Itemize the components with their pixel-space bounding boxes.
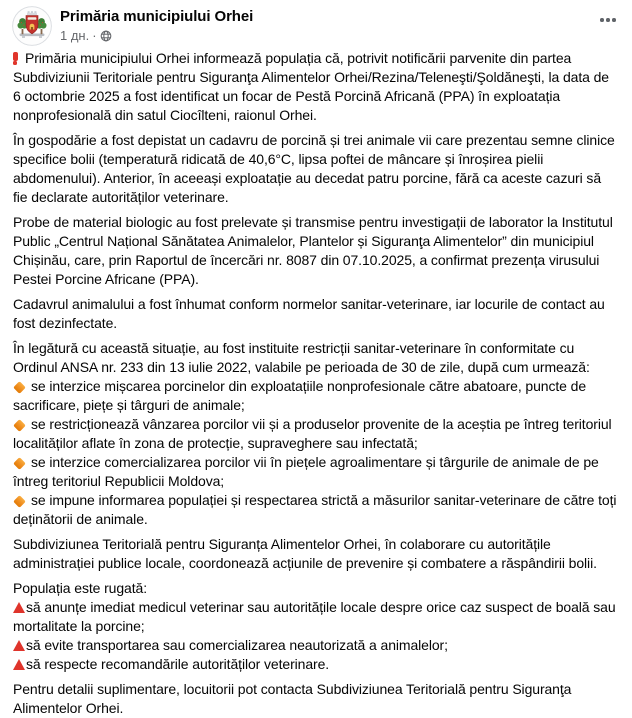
ellipsis-dot — [606, 18, 610, 22]
timestamp-link[interactable]: 1 дн. — [60, 28, 90, 43]
request-item — [13, 636, 619, 655]
ellipsis-dot — [600, 18, 604, 22]
more-options-button[interactable] — [594, 6, 622, 30]
post-meta — [60, 28, 594, 44]
item-text: se restricționează vânzarea porcilor vii și a produselor provenite de la aceștia pe întreg teritoriul localităților aflate în zona de protecție, supraveghere sau infectată; — [13, 416, 612, 451]
red-triangle-icon — [13, 659, 25, 670]
red-triangle-icon — [13, 640, 25, 651]
ellipsis-dot — [612, 18, 616, 22]
restriction-item — [13, 453, 619, 491]
requests-intro: Populația este rugată: — [13, 580, 148, 596]
paragraph-text: Pentru detalii suplimentare, locuitorii pot contacta Subdiviziunea Teritorială pentru Siguranţa Alimentelor Orhei. — [13, 681, 572, 716]
paragraph-restrictions — [13, 339, 619, 529]
item-text: se impune informarea populației și respectarea strictă a măsurilor sanitar-veterinare de către toți deținătorii de animale. — [13, 492, 617, 527]
restriction-item — [13, 415, 619, 453]
paragraph-contact — [13, 680, 619, 718]
request-item — [13, 598, 619, 636]
paragraph-text: Probe de material biologic au fost prelevate și transmise pentru investigații de laborator la Institutul Public „Centrul Național Sănătatea Animalelor, Plantelor și Siguranţa Alimentelor” din municipiul Chișinău, care, prin Raportul de încercări nr. 8087 din 07.10.2025, a confirmat prezența virusului Pestei Porcine Africane (PPA). — [13, 214, 613, 287]
item-text: se interzice mișcarea porcinelor din exploatațiile nonprofesionale către abatoare, puncte de sacrificare, piețe și târguri de animale; — [13, 378, 587, 413]
orange-diamond-icon — [13, 381, 26, 394]
meta-separator: · — [92, 28, 97, 43]
paragraph-coordination — [13, 535, 619, 573]
restrictions-intro: În legătură cu această situație, au fost instituite restricții sanitar-veterinare în conformitate cu Ordinul ANSA nr. 233 din 13 iulie 2022, valabile pe perioada de 30 de zile, după cum urmează: — [13, 340, 590, 375]
coat-of-arms-icon — [12, 33, 52, 46]
red-triangle-icon — [13, 602, 25, 613]
request-item — [13, 655, 619, 674]
page-name-link[interactable]: Primăria municipiului Orhei — [60, 8, 254, 25]
restriction-item — [13, 491, 619, 529]
paragraph-text: Primăria municipiului Orhei informează populația că, potrivit notificării parvenite din partea Subdiviziunii Teritoriale pentru Siguranţa Alimentelor Orhei/Rezina/Teleneşti/Şoldăneşti, la data de 6 octombrie 2025 a fost identificat un focar de Pestă Porcină Africană (PPA) în exploatația nonprofesională din satul Ciocîlteni, raionul Orhei. — [13, 50, 609, 123]
orange-diamond-icon — [13, 457, 26, 470]
item-text: să anunțe imediat medicul veterinar sau autoritățile locale despre orice caz suspect de boală sau mortalitate la porcine; — [13, 599, 616, 634]
red-exclamation-icon — [13, 52, 19, 65]
restriction-item — [13, 377, 619, 415]
paragraph-text: În gospodărie a fost depistat un cadavru de porcină și trei animale vii care prezentau semne clinice specifice bolii (temperatură ridicată de 40,6°C, lipsa poftei de mâncare și înroșirea pielii abdomenului). Anterior, în aceeași exploatație au decedat patru porcine, fără ca aceste cazuri să fie declarate autorităților veterinare. — [13, 132, 615, 205]
paragraph-clinical-signs — [13, 131, 619, 207]
paragraph-announcement — [13, 49, 619, 125]
paragraph-lab-confirmation — [13, 213, 619, 289]
item-text: să respecte recomandările autorităților veterinare. — [26, 656, 330, 672]
item-text: se interzice comercializarea porcilor vii în piețele agroalimentare și târgurile de animale de pe întreg teritoriul Republicii Moldova; — [13, 454, 599, 489]
paragraph-text: Subdiviziunea Teritorială pentru Siguranța Alimentelor Orhei, în colaborare cu autoritățile administrației publice locale, coordonează acțiunile de prevenire și combatere a răspândirii bolii. — [13, 536, 597, 571]
paragraph-population-requests — [13, 579, 619, 674]
header-info — [60, 6, 594, 44]
post-content — [0, 46, 632, 718]
orange-diamond-icon — [13, 495, 26, 508]
item-text: să evite transportarea sau comercializarea neautorizată a animalelor; — [26, 637, 448, 653]
page-avatar[interactable] — [12, 6, 52, 46]
paragraph-disinfection — [13, 295, 619, 333]
paragraph-text: Cadavrul animalului a fost înhumat conform normelor sanitar-veterinare, iar locurile de contact au fost dezinfectate. — [13, 296, 605, 331]
globe-icon — [100, 30, 112, 42]
orange-diamond-icon — [13, 419, 26, 432]
post-header — [0, 0, 632, 46]
